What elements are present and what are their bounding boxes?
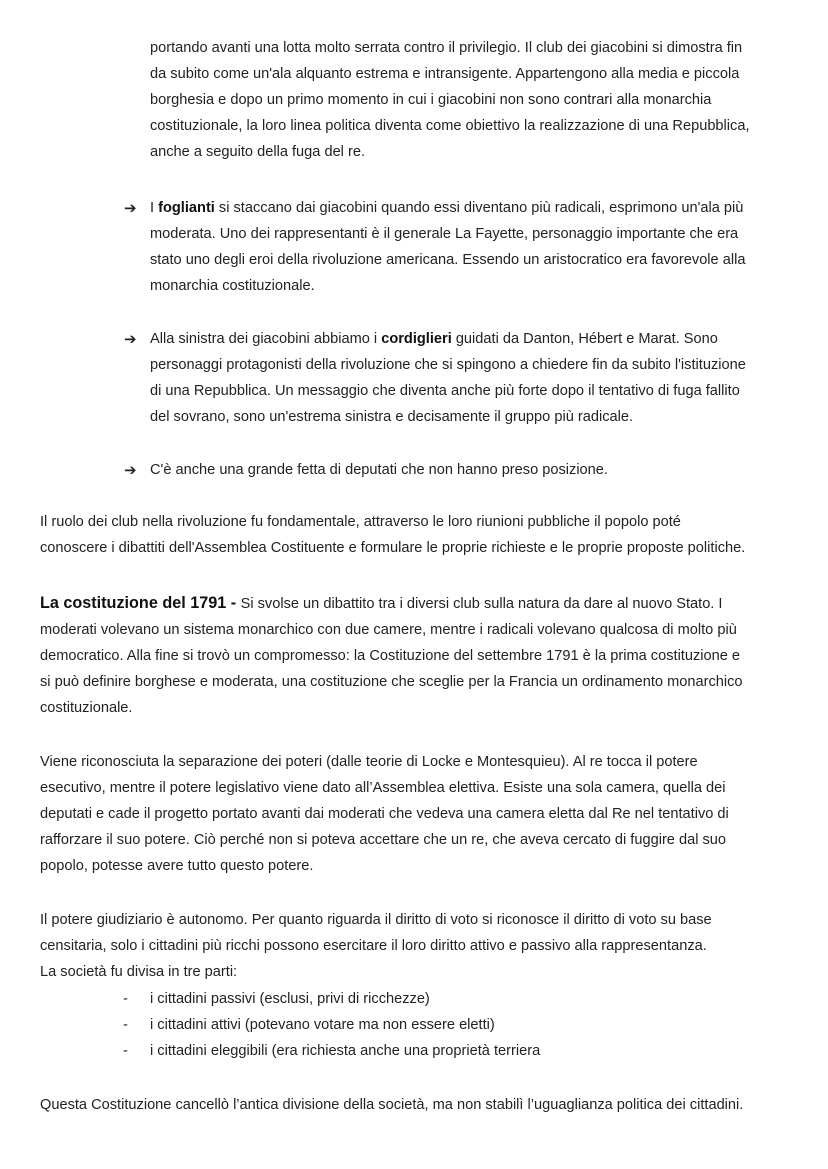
text-line: conoscere i dibattiti dell'Assemblea Costituente e formulare le proprie richieste e le proprie proposte politiche. — [40, 540, 746, 556]
text-span: I — [150, 200, 159, 216]
dash-bullet-icon: - — [123, 991, 128, 1007]
bold-term: foglianti — [158, 200, 215, 216]
jacobins-paragraph — [150, 35, 786, 165]
text-line: popolo, potesse avere tutto questo potere. — [40, 858, 314, 874]
clubs-paragraph — [40, 509, 800, 561]
dash-bullet-icon: - — [123, 1043, 128, 1059]
text-line: moderata. Uno dei rappresentanti è il generale La Fayette, personaggio importante che era — [150, 226, 739, 242]
text-line: portando avanti una lotta molto serrata contro il privilegio. Il club dei giacobini si dimostra fin — [150, 40, 743, 56]
dash-bullet-icon: - — [123, 1017, 128, 1033]
arrow-bullet-icon: ➔ — [124, 330, 137, 348]
text-line: borghesia e dopo un primo momento in cui i giacobini non sono contrari alla monarchia — [150, 92, 712, 108]
list-item-text: i cittadini attivi (potevano votare ma non essere eletti) — [150, 1017, 495, 1033]
list-item — [0, 1012, 828, 1038]
bold-term: cordiglieri — [381, 331, 452, 347]
list-item-text: i cittadini eleggibili (era richiesta anche una proprietà terriera — [150, 1043, 541, 1059]
text-line: anche a seguito della fuga del re. — [150, 144, 366, 160]
powers-paragraph — [40, 749, 800, 879]
list-item-text: i cittadini passivi (esclusi, privi di ricchezze) — [150, 991, 430, 1007]
text-line: stato uno degli eroi della rivoluzione americana. Essendo un aristocratico era favorevole alla — [150, 252, 746, 268]
text-span: Si svolse un dibattito tra i diversi club sulla natura da dare al nuovo Stato. I — [240, 596, 723, 612]
text-line: rafforzare il suo potere. Ciò perché non si poteva accettare che un re, che aveva cercato di fuggire dal suo — [40, 832, 727, 848]
text-line: deputati e cade il progetto portato avanti dai moderati che vedeva una camera eletta dal Re nel tentativo di — [40, 806, 729, 822]
section-title: La costituzione del 1791 - — [40, 594, 241, 612]
text-line — [150, 195, 790, 221]
text-line — [150, 326, 790, 352]
closing-paragraph — [40, 1092, 820, 1118]
text-line: costituzionale. — [40, 700, 133, 716]
text-span: guidati da Danton, Hébert e Marat. Sono — [451, 331, 718, 347]
text-line: da subito come un'ala alquanto estrema e intransigente. Appartengono alla media e piccola — [150, 66, 740, 82]
text-line: Il potere giudiziario è autonomo. Per quanto riguarda il diritto di voto si riconosce il diritto di voto su base — [40, 912, 712, 928]
text-line: Questa Costituzione cancellò l’antica divisione della società, ma non stabilì l’uguaglianza politica dei cittadini. — [40, 1097, 744, 1113]
bullet-text — [150, 326, 790, 430]
text-line — [40, 590, 800, 617]
arrow-bullet-icon: ➔ — [124, 461, 137, 479]
text-line: La società fu divisa in tre parti: — [40, 964, 238, 980]
text-line: censitaria, solo i cittadini più ricchi possono esercitare il loro diritto attivo e passivo alla rappresentanza. — [40, 938, 707, 954]
text-line: esecutivo, mentre il potere legislativo viene dato all’Assemblea elettiva. Esiste una sola camera, quella dei — [40, 780, 726, 796]
text-line: personaggi protagonisti della rivoluzione che si spingono a chiedere fin da subito l'istituzione — [150, 357, 746, 373]
text-line: monarchia costituzionale. — [150, 278, 315, 294]
text-line: moderati volevano un sistema monarchico con due camere, mentre i radicali volevano qualcosa di molto più — [40, 622, 737, 638]
text-line: democratico. Alla fine si trovò un compromesso: la Costituzione del settembre 1791 è la prima costituzione e — [40, 648, 741, 664]
arrow-bullet-icon: ➔ — [124, 199, 137, 217]
text-line: si può definire borghese e moderata, una costituzione che sceglie per la Francia un ordinamento monarchico — [40, 674, 743, 690]
text-line: Il ruolo dei club nella rivoluzione fu fondamentale, attraverso le loro riunioni pubbliche il popolo poté — [40, 514, 681, 530]
list-item — [0, 986, 828, 1012]
constitution-paragraph — [40, 590, 800, 721]
text-span: si staccano dai giacobini quando essi diventano più radicali, esprimono un'ala più — [214, 200, 744, 216]
text-line: Viene riconosciuta la separazione dei poteri (dalle teorie di Locke e Montesquieu). Al re tocca il potere — [40, 754, 698, 770]
text-line: C'è anche una grande fetta di deputati che non hanno preso posizione. — [150, 462, 608, 478]
bullet-text — [150, 457, 790, 483]
judiciary-paragraph — [40, 907, 800, 985]
text-line: di una Repubblica. Un messaggio che diventa anche più forte dopo il tentativo di fuga fallito — [150, 383, 740, 399]
text-line: del sovrano, sono un'estrema sinistra e decisamente il gruppo più radicale. — [150, 409, 634, 425]
bullet-text — [150, 195, 790, 299]
text-line: costituzionale, la loro linea politica diventa come obiettivo la realizzazione di una Repubblica, — [150, 118, 750, 134]
list-item — [0, 1038, 828, 1064]
text-span: Alla sinistra dei giacobini abbiamo i — [150, 331, 382, 347]
